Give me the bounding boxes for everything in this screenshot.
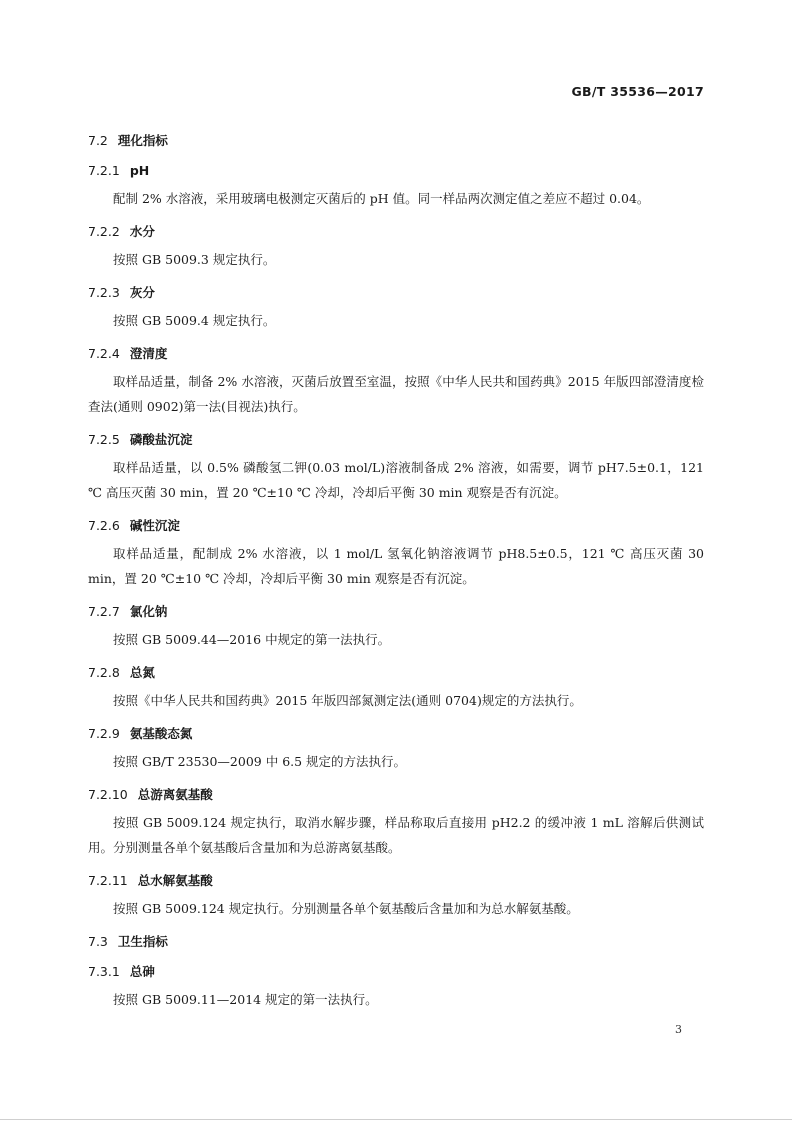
section-heading-7-2-10 <box>88 780 704 810</box>
section-number: 7.2.3 <box>88 285 120 300</box>
section-title: 总砷 <box>129 964 155 979</box>
section-heading-7-2-5 <box>88 425 704 455</box>
section-number: 7.3 <box>88 934 108 949</box>
section-title: 磷酸盐沉淀 <box>129 432 193 447</box>
section-heading-7-3 <box>88 927 704 957</box>
section-title: 卫生指标 <box>117 934 168 949</box>
section-number: 7.2.6 <box>88 518 120 533</box>
section-heading-7-2-2 <box>88 217 704 247</box>
document-body <box>88 126 704 1018</box>
section-title: 总游离氨基酸 <box>137 787 213 802</box>
section-title: 氯化钠 <box>129 604 168 619</box>
section-number: 7.3.1 <box>88 964 120 979</box>
section-number: 7.2.1 <box>88 163 120 178</box>
section-heading-7-2-11 <box>88 866 704 896</box>
section-heading-7-2 <box>88 126 704 156</box>
section-heading-7-2-9 <box>88 719 704 749</box>
page-bottom-rule <box>0 1119 792 1120</box>
section-number: 7.2.8 <box>88 665 120 680</box>
document-code: GB/T 35536—2017 <box>571 84 704 99</box>
section-title: 碱性沉淀 <box>129 518 180 533</box>
section-paragraph: 按照 GB 5009.44—2016 中规定的第一法执行。 <box>113 632 391 647</box>
section-title: 总水解氨基酸 <box>137 873 213 888</box>
section-number: 7.2.10 <box>88 787 128 802</box>
section-paragraph: 取样品适量，制备 2% 水溶液，灭菌后放置至室温，按照《中华人民共和国药典》2015 年版四部澄清度检查法(通则 0902)第一法(目视法)执行。 <box>88 374 704 414</box>
section-number: 7.2.11 <box>88 873 128 888</box>
section-paragraph: 取样品适量，配制成 2% 水溶液，以 1 mol/L 氢氧化钠溶液调节 pH8.5±0.5，121 ℃ 高压灭菌 30 min，置 20 ℃±10 ℃ 冷却，冷却后平衡 30 min 观察是否有沉淀。 <box>88 546 704 586</box>
section-title: 灰分 <box>129 285 155 300</box>
section-heading-7-3-1 <box>88 957 704 987</box>
section-number: 7.2.2 <box>88 224 120 239</box>
section-number: 7.2.5 <box>88 432 120 447</box>
section-paragraph: 按照 GB 5009.124 规定执行，取消水解步骤，样品称取后直接用 pH2.2 的缓冲液 1 mL 溶解后供测试用。分别测量各单个氨基酸后含量加和为总游离氨基酸。 <box>88 815 704 855</box>
section-paragraph: 按照 GB 5009.11—2014 规定的第一法执行。 <box>113 992 378 1007</box>
section-title: 总氮 <box>129 665 155 680</box>
section-heading-7-2-3 <box>88 278 704 308</box>
section-title: 氨基酸态氮 <box>129 726 193 741</box>
section-paragraph: 按照 GB/T 23530—2009 中 6.5 规定的方法执行。 <box>113 754 407 769</box>
section-paragraph: 取样品适量，以 0.5% 磷酸氢二钾(0.03 mol/L)溶液制备成 2% 溶液，如需要，调节 pH7.5±0.1，121 ℃ 高压灭菌 30 min，置 20 ℃±10 ℃ 冷却，冷却后平衡 30 min 观察是否有沉淀。 <box>88 460 704 500</box>
section-paragraph: 按照 GB 5009.4 规定执行。 <box>113 313 276 328</box>
section-heading-7-2-8 <box>88 658 704 688</box>
section-paragraph: 配制 2% 水溶液，采用玻璃电极测定灭菌后的 pH 值。同一样品两次测定值之差应不超过 0.04。 <box>113 191 650 206</box>
section-number: 7.2.7 <box>88 604 120 619</box>
section-heading-7-2-6 <box>88 511 704 541</box>
section-number: 7.2.9 <box>88 726 120 741</box>
section-title: 理化指标 <box>117 133 168 148</box>
section-heading-7-2-4 <box>88 339 704 369</box>
section-number: 7.2.4 <box>88 346 120 361</box>
section-heading-7-2-7 <box>88 597 704 627</box>
page-number: 3 <box>675 1023 682 1036</box>
section-paragraph: 按照《中华人民共和国药典》2015 年版四部氮测定法(通则 0704)规定的方法执行。 <box>113 693 582 708</box>
section-paragraph: 按照 GB 5009.124 规定执行。分别测量各单个氨基酸后含量加和为总水解氨基酸。 <box>113 901 579 916</box>
section-title: 澄清度 <box>129 346 168 361</box>
section-number: 7.2 <box>88 133 108 148</box>
section-title: pH <box>129 163 150 178</box>
section-title: 水分 <box>129 224 155 239</box>
section-heading-7-2-1 <box>88 156 704 186</box>
section-paragraph: 按照 GB 5009.3 规定执行。 <box>113 252 276 267</box>
